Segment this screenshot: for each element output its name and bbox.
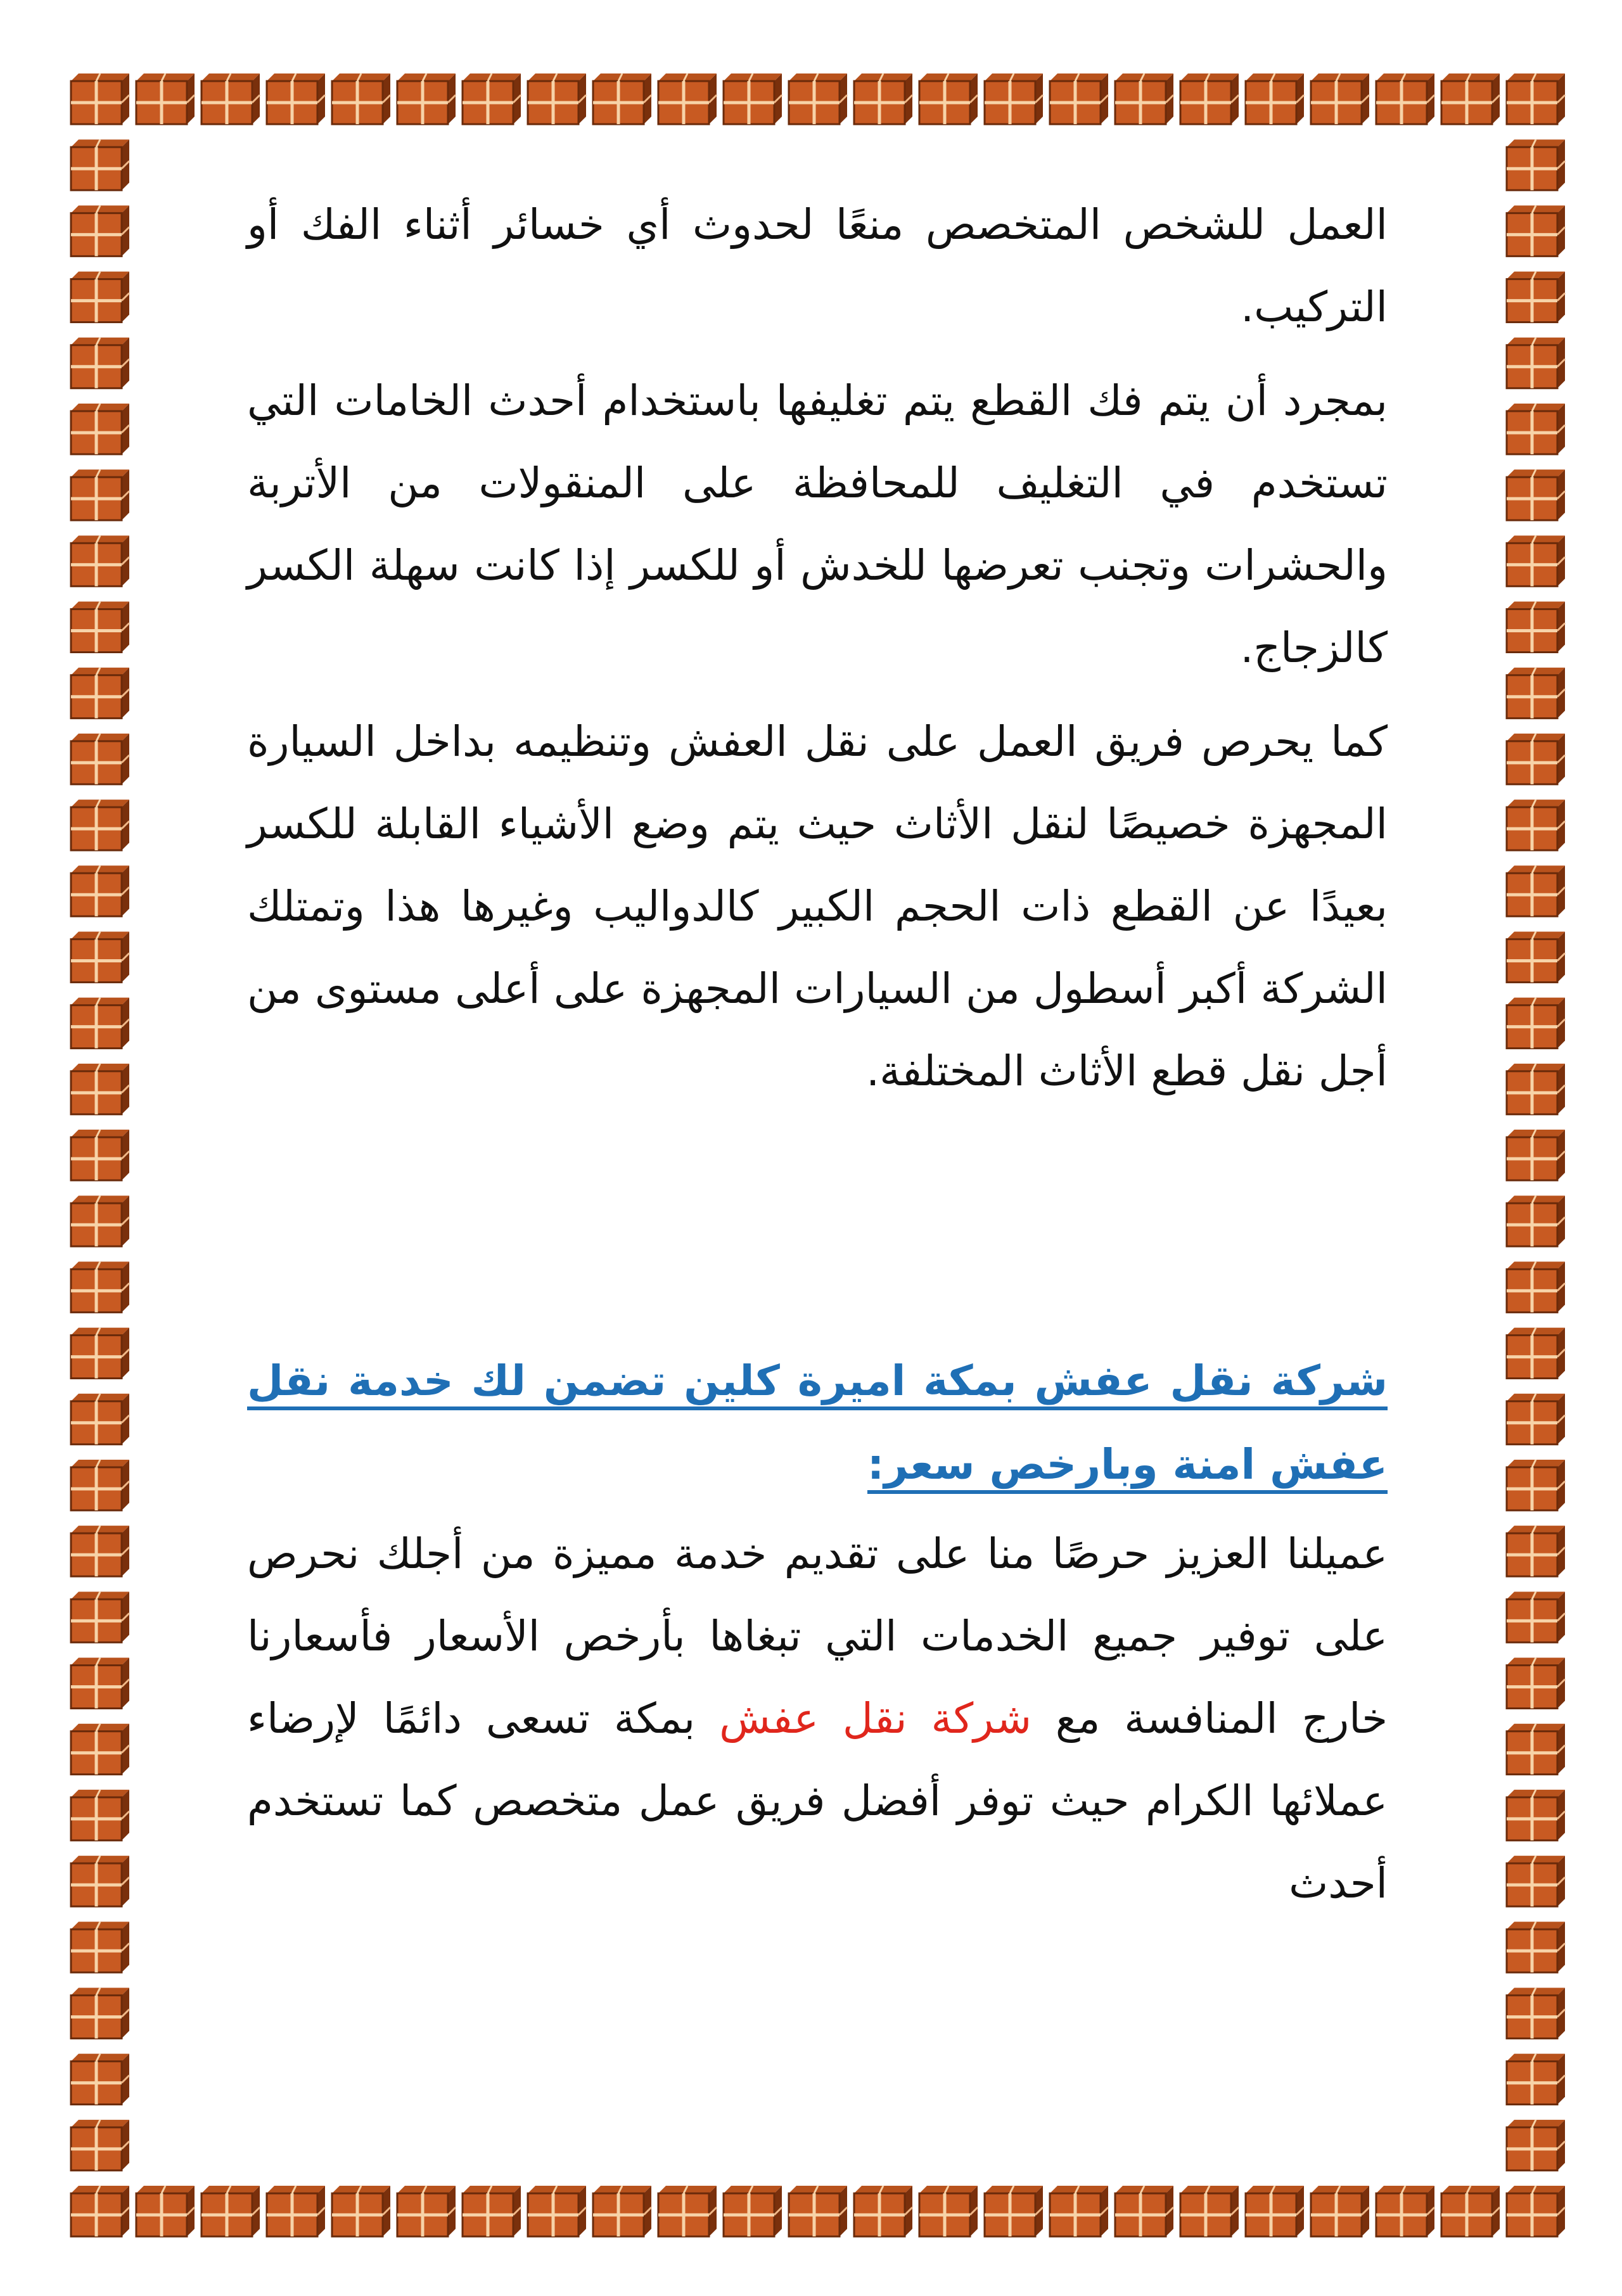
brick-box-icon <box>71 1790 129 1840</box>
brick-box-icon <box>1507 668 1565 718</box>
brick-box-icon <box>919 73 978 124</box>
brick-box-icon <box>1180 2186 1239 2236</box>
brick-box-icon <box>1507 734 1565 784</box>
brick-box-icon <box>985 2186 1043 2236</box>
brick-box-icon <box>1507 1724 1565 1775</box>
brick-box-icon <box>985 73 1043 124</box>
brick-box-icon <box>1507 998 1565 1049</box>
brick-box-icon <box>1507 469 1565 520</box>
brick-box-icon <box>1115 2186 1173 2236</box>
brick-box-icon <box>1507 338 1565 388</box>
brick-box-icon <box>1507 2120 1565 2171</box>
brick-box-icon <box>1507 1196 1565 1246</box>
brick-box-icon <box>854 2186 912 2236</box>
brick-box-icon <box>71 404 129 454</box>
brick-box-icon <box>1507 535 1565 586</box>
brick-box-icon <box>71 1922 129 1972</box>
paragraph-4 <box>247 1513 1388 1925</box>
brick-box-icon <box>789 73 847 124</box>
brick-box-icon <box>1441 73 1500 124</box>
brick-box-icon <box>332 2186 390 2236</box>
brick-box-icon <box>71 998 129 1049</box>
brick-box-icon <box>1311 2186 1369 2236</box>
brick-box-icon <box>71 1856 129 1906</box>
brick-box-icon <box>1507 931 1565 982</box>
brick-box-icon <box>1507 272 1565 322</box>
brick-box-icon <box>71 1460 129 1510</box>
brick-box-icon <box>71 1724 129 1775</box>
document-body <box>247 184 1388 1936</box>
brick-box-icon <box>136 2186 195 2236</box>
brick-box-icon <box>71 1987 129 2038</box>
brick-box-icon <box>1246 2186 1304 2236</box>
brick-box-icon <box>267 2186 325 2236</box>
brick-box-icon <box>397 2186 456 2236</box>
brick-box-icon <box>71 1394 129 1445</box>
brick-box-icon <box>71 1591 129 1642</box>
brick-box-icon <box>1507 1261 1565 1312</box>
brick-box-icon <box>1507 1658 1565 1709</box>
brick-box-icon <box>1507 1790 1565 1840</box>
brick-box-icon <box>71 139 129 190</box>
brick-box-icon <box>1507 1922 1565 1972</box>
brick-box-icon <box>1507 602 1565 653</box>
brick-box-icon <box>71 1658 129 1709</box>
brick-box-icon <box>1507 1460 1565 1510</box>
brick-box-icon <box>71 1328 129 1379</box>
brick-box-icon <box>1507 2186 1565 2236</box>
brick-box-icon <box>463 73 521 124</box>
brick-box-icon <box>71 668 129 718</box>
brick-box-icon <box>201 2186 260 2236</box>
brick-box-icon <box>1507 1394 1565 1445</box>
brick-box-icon <box>1507 1526 1565 1576</box>
brick-box-icon <box>71 865 129 916</box>
brick-box-icon <box>1507 139 1565 190</box>
brick-box-icon <box>71 469 129 520</box>
brick-box-icon <box>1441 2186 1500 2236</box>
brick-box-icon <box>267 73 325 124</box>
brick-box-icon <box>71 1261 129 1312</box>
paragraph-4-start: عميلنا العزيز حرصًا منا على تقديم خدمة مميزة من أجلك نحرص على توفير جميع الخدمات التي تبغاها بأرخص الأسعار فأسعارنا خارج المنافسة مع <box>247 1529 1388 1743</box>
brick-box-icon <box>71 2054 129 2105</box>
brick-box-icon <box>71 73 129 124</box>
brick-box-icon <box>1376 2186 1434 2236</box>
brick-box-icon <box>1507 1591 1565 1642</box>
brick-box-icon <box>1507 1328 1565 1379</box>
brick-box-icon <box>1507 1064 1565 1114</box>
paragraph-3: كما يحرص فريق العمل على نقل العفش وتنظيمه بداخل السيارة المجهزة خصيصًا لنقل الأثاث حيث يتم وضع الأشياء القابلة للكسر بعيدًا عن القطع ذات الحجم الكبير كالدواليب وغيرها هذا وتمتلك الشركة أكبر أسطول من السيارات المجهزة على أعلى مستوى من أجل نقل قطع الأثاث المختلفة. <box>247 717 1388 1095</box>
blank-space <box>247 1124 1388 1339</box>
brick-box-icon <box>1246 73 1304 124</box>
brick-box-icon <box>789 2186 847 2236</box>
brick-box-icon <box>71 931 129 982</box>
paragraph-2: بمجرد أن يتم فك القطع يتم تغليفها باستخدام أحدث الخامات التي تستخدم في التغليف للمحافظة على المنقولات من الأتربة والحشرات وتجنب تعرضها للخدش أو للكسر إذا كانت سهلة الكسر كالزجاج. <box>247 376 1388 672</box>
brick-box-icon <box>658 73 717 124</box>
brick-box-icon <box>71 2120 129 2171</box>
brick-box-icon <box>528 2186 586 2236</box>
highlight-link[interactable]: شركة نقل عفش <box>719 1694 1032 1743</box>
brick-box-icon <box>71 1130 129 1180</box>
brick-box-icon <box>71 800 129 850</box>
brick-box-icon <box>332 73 390 124</box>
brick-box-icon <box>1507 800 1565 850</box>
brick-box-icon <box>593 73 651 124</box>
brick-box-icon <box>724 73 782 124</box>
brick-box-icon <box>1507 205 1565 256</box>
brick-box-icon <box>71 205 129 256</box>
brick-box-icon <box>1050 73 1108 124</box>
brick-box-icon <box>71 535 129 586</box>
brick-box-icon <box>71 602 129 653</box>
brick-box-icon <box>1376 73 1434 124</box>
brick-box-icon <box>1311 73 1369 124</box>
section-heading-link[interactable]: شركة نقل عفش بمكة اميرة كلين تضمن لك خدمة نقل عفش امنة وبارخص سعر: <box>247 1356 1388 1489</box>
brick-box-icon <box>463 2186 521 2236</box>
brick-box-icon <box>397 73 456 124</box>
brick-box-icon <box>1507 1130 1565 1180</box>
brick-box-icon <box>1507 1856 1565 1906</box>
brick-box-icon <box>1507 865 1565 916</box>
brick-box-icon <box>71 2186 129 2236</box>
brick-box-icon <box>1507 73 1565 124</box>
brick-box-icon <box>136 73 195 124</box>
brick-box-icon <box>919 2186 978 2236</box>
brick-box-icon <box>71 272 129 322</box>
brick-box-icon <box>593 2186 651 2236</box>
brick-box-icon <box>71 734 129 784</box>
brick-box-icon <box>528 73 586 124</box>
brick-box-icon <box>1180 73 1239 124</box>
brick-box-icon <box>854 73 912 124</box>
brick-box-icon <box>1507 2054 1565 2105</box>
brick-box-icon <box>1507 404 1565 454</box>
brick-box-icon <box>201 73 260 124</box>
brick-box-icon <box>71 1064 129 1114</box>
brick-box-icon <box>1115 73 1173 124</box>
paragraph-4-end: بمكة تسعى دائمًا لإرضاء عملائها الكرام حيث توفر أفضل فريق عمل متخصص كما تستخدم أحدث <box>247 1694 1388 1908</box>
brick-box-icon <box>724 2186 782 2236</box>
brick-box-icon <box>71 1196 129 1246</box>
brick-box-icon <box>658 2186 717 2236</box>
brick-box-icon <box>71 1526 129 1576</box>
brick-box-icon <box>71 338 129 388</box>
paragraph-1: العمل للشخص المتخصص منعًا لحدوث أي خسائر أثناء الفك أو التركيب. <box>247 200 1388 331</box>
brick-box-icon <box>1050 2186 1108 2236</box>
brick-box-icon <box>1507 1987 1565 2038</box>
